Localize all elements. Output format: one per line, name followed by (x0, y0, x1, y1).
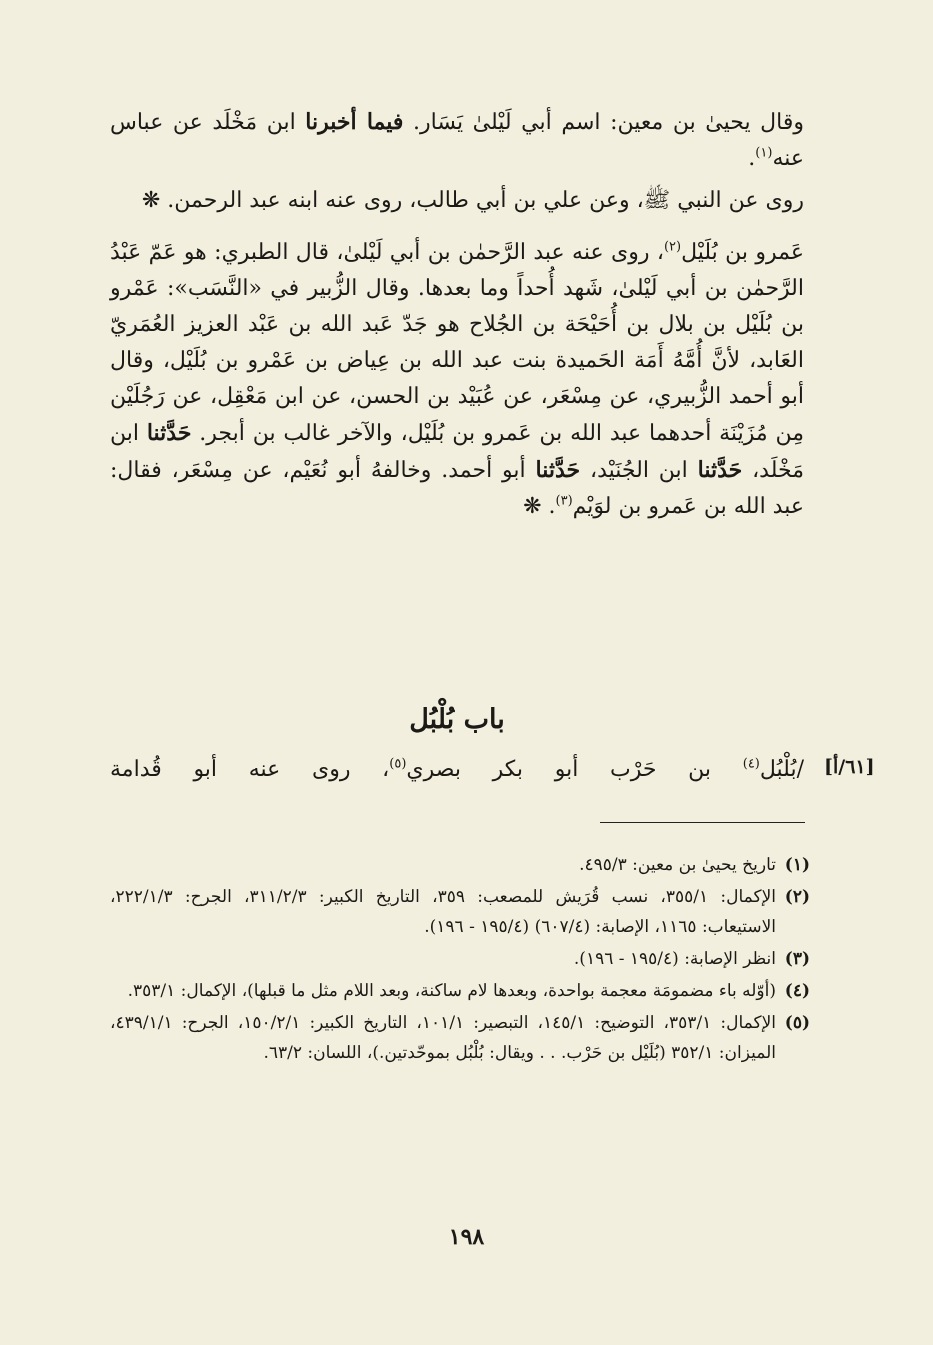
paragraph-3-bold-2: حَدَّثنا (697, 457, 743, 483)
footnote-number: (٣) (784, 949, 810, 969)
paragraph-1 (110, 104, 804, 177)
paragraph-3-text-2: ، روى عنه عبد الرَّحمٰن بن أبي لَيْلىٰ، قال الطبري: هو عَمّ عَبْدُ الرَّحمٰن بن أبي لَيْلىٰ، شَهد أُحداً وما بعدها. وقال الزُّبير في «النَّسَب»: عَمْرو بن بُلَيْل بن بلال بن أُحَيْحَة بن الجُلاح هو جَدّ عَبد الله بن عَبْد العزيز العُمَريّ العَابد، لأنَّ أُمَّهُ أَمَة الحَميدة بنت عبد الله بن عِياض بن عَمْرو بن بُلَيْل، وقال أبو أحمد الزُّبيري، عن مِسْعَر، عن عُبَيْد بن الحسن، عن ابن مَعْقِل، عن رَجُلَيْن مِن مُزَيْنَة أحدهما عبد الله بن عَمرو بن بُلَيْل، والآخر غالب بن أبجر. (110, 240, 804, 446)
footnote-ref-5[interactable]: (٥) (389, 756, 407, 772)
entry-first-line (110, 752, 804, 788)
section-heading: باب بُلْبُل (409, 704, 505, 735)
footnote-divider (600, 822, 805, 823)
page-number: ١٩٨ (448, 1224, 485, 1250)
paragraph-3-bold-1: حَدَّثنا (146, 420, 192, 446)
entry-text: بن حَرْب أبو بكر بصري (406, 757, 743, 782)
footnote-1 (110, 850, 810, 880)
paragraph-1-text: وقال يحيىٰ بن معين: اسم أبي لَيْلىٰ يَسَار. (403, 110, 804, 135)
footnote-3 (110, 944, 810, 974)
footnote-text: تاريخ يحيىٰ بن معين: ٤٩٥/٣. (579, 855, 776, 875)
footnote-number: (٢) (784, 887, 810, 907)
footnote-text: انظر الإصابة: (١٩٥/٤ - ١٩٦). (573, 949, 776, 969)
paragraph-3 (110, 235, 804, 525)
footnote-5 (110, 1008, 810, 1068)
paragraph-3-text-3: ابن مَخْلَد، (110, 421, 804, 483)
manuscript-folio-ref: [٦١/أ] (824, 756, 875, 778)
paragraph-2-text: روى عن النبي ﷺ، وعن علي بن أبي طالب، روى عنه ابنه عبد الرحمن. ❋ (141, 188, 804, 213)
footnote-number: (١) (784, 855, 810, 875)
paragraph-3-text: عَمرو بن بُلَيْل (681, 240, 805, 265)
footnote-ref-3[interactable]: (٣) (555, 493, 573, 509)
paragraph-3-bold-3: حَدَّثنا (535, 457, 581, 483)
footnote-number: (٥) (784, 1013, 810, 1033)
main-text (110, 104, 804, 541)
footnote-number: (٤) (784, 981, 810, 1001)
paragraph-3-text-5: أبو أحمد. وخالفهُ أبو نُعَيْم، عن مِسْعَر، فقال: عبد الله بن عَمرو بن لوَيْم (110, 458, 804, 519)
entry-text-2: ، روى عنه أبو قُدامة (110, 757, 390, 782)
footnote-ref-2[interactable]: (٢) (663, 239, 682, 255)
footnote-ref-1[interactable]: (١) (755, 145, 773, 161)
footnote-4 (110, 976, 810, 1006)
footnote-text: الإكمال: ٣٥٥/١، نسب قُرَيش للمصعب: ٣٥٩، التاريخ الكبير: ٣١١/٢/٣، الجرح: ٢٢٢/١/٣، الاستيعاب: ١١٦٥، الإصابة: (٦٠٧/٤) (١٩٥/٤ - ١٩٦). (110, 887, 776, 937)
paragraph-1-end: . (748, 146, 756, 171)
footnote-2 (110, 882, 810, 942)
footnote-ref-4[interactable]: (٤) (742, 756, 760, 772)
paragraph-2 (110, 183, 804, 219)
paragraph-1-text-2: ابن مَخْلَد عن عباس عنه (110, 110, 804, 171)
paragraph-3-text-4: ابن الجُنَيْد، (580, 458, 698, 483)
footnotes (110, 850, 810, 1070)
entry-name: /بُلْبُل (759, 757, 804, 782)
footnote-text: (أوّله باء مضمومَة معجمة بواحدة، وبعدها لام ساكنة، وبعد اللام مثل ما قبلها)، الإكمال: ٣٥٣/١. (127, 981, 776, 1001)
footnote-text: الإكمال: ٣٥٣/١، التوضيح: ١٤٥/١، التبصير: ١٠١/١، التاريخ الكبير: ١٥٠/٢/١، الجرح: ٤٣٩/١/١، الميزان: ٣٥٢/١ (بُلَيْل بن حَرْب. . . ويقال: بُلْبُل بموحّدتين.)، اللسان: ٦٣/٢. (110, 1013, 777, 1063)
paragraph-1-bold: فيما أخبرنا (305, 109, 404, 135)
paragraph-3-end: . ❋ (523, 494, 556, 519)
